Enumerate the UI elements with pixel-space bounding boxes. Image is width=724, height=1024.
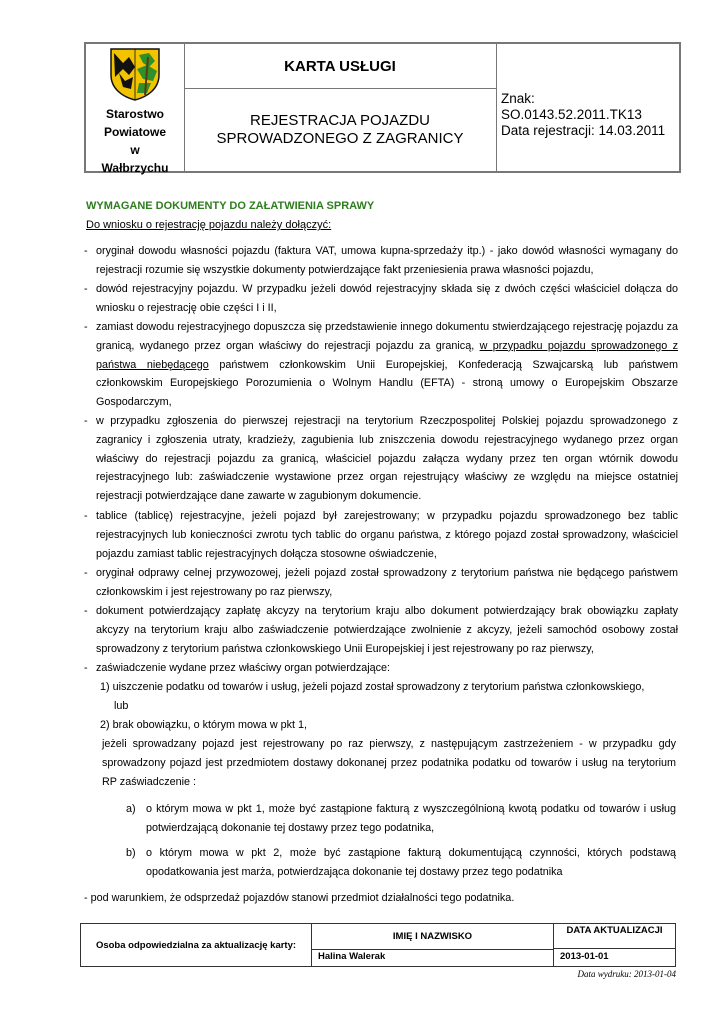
lettered-item: a) o którym mowa w pkt 1, może być zastąpione fakturą z wyszczególnioną kwotą podatku od towarów i usług potwierdzającą dokonanie tej dostawy przez tego podatnika, bbox=[126, 803, 676, 834]
name-header: IMIĘ I NAZWISKO bbox=[312, 924, 553, 950]
closing-note: - pod warunkiem, że odsprzedaż pojazdów stanowi przedmiot działalności tego podatnika. bbox=[84, 892, 515, 904]
name-column bbox=[312, 924, 554, 966]
list-item: - zamiast dowodu rejestracyjnego dopuszcza się przedstawienie innego dokumentu stwierdzającego rejestrację pojazdu za granicą, wydanego przez organ właściwy do rejestracji pojazdu za granicą, w przypadku pojazdu sprowadzonego z państwa niebędącego państwem członkowskim Unii Europejskiej, Konfederacją Szwajcarską lub państwem członkowskim Europejskiego Porozumienia o Wolnym Handlu (EFTA) - stroną umowy o Europejskim Obszarze Gospodarczym, bbox=[84, 321, 679, 409]
coat-of-arms-icon bbox=[109, 47, 161, 101]
responsible-name: Halina Walerak bbox=[318, 951, 386, 962]
document-sign: Znak: SO.0143.52.2011.TK13 bbox=[501, 91, 642, 122]
list-item: - dokument potwierdzający zapłatę akcyzy na terytorium kraju albo dokument potwierdzający brak obowiązku zapłaty akcyzy na terytorium kraju albo zaświadczenie potwierdzające zwolnienie z akcyzy, jeżeli samochód osobowy został sprowadzony z terytorium państwa członkowskiego Unii Europejskiej i jest rejestrowany po raz pierwszy, bbox=[84, 605, 678, 655]
section-title: WYMAGANE DOKUMENTY DO ZAŁATWIENIA SPRAWY bbox=[86, 200, 375, 212]
section-intro: Do wniosku o rejestrację pojazdu należy dołączyć: bbox=[86, 219, 332, 231]
print-date: Data wydruku: 2013-01-04 bbox=[577, 969, 676, 979]
responsible-label: Osoba odpowiedzialna za aktualizację karty: bbox=[81, 924, 312, 966]
document-title: KARTA USŁUGI bbox=[184, 44, 496, 89]
date-header: DATA AKTUALIZACJI bbox=[554, 924, 675, 949]
numbered-item-continuation: jeżeli sprowadzany pojazd jest rejestrowany po raz pierwszy, z następującym zastrzeżeniem - w przypadku gdy sprowadzony pojazd jest przedmiotem dostawy dokonanej przez podatnika podatku od towarów i usług na terytorium RP zaświadczenie : bbox=[102, 738, 676, 788]
lettered-item: b) o którym mowa w pkt 2, może być zastąpione fakturą dokumentującą czynności, których podstawą opodatkowania jest marża, potwierdzająca dokonanie tej dostawy przez tego podatnika bbox=[126, 847, 676, 878]
service-name: REJESTRACJA POJAZDU SPROWADZONEGO Z ZAGRANICY bbox=[216, 112, 464, 147]
date-column bbox=[554, 924, 675, 966]
office-cell bbox=[86, 44, 185, 175]
list-item: - w przypadku zgłoszenia do pierwszej rejestracji na terytorium Rzeczpospolitej Polskiej pojazdu sprowadzonego z zagranicy i zgłoszenia utraty, kradzieży, zagubienia lub zniszczenia dowodu rejestracyjnego wydanego przez organ właściwy do rejestracji pojazdu za granicą, właściciel pojazdu załącza wydany przez ten organ wtórnik dowodu rejestracyjnego lub: zaświadczenie wystawione przez organ rejestrujący właściwy ze względu na miejsce ostatniej rejestracji potwierdzające dane zawarte w zagubionym dokumencie. bbox=[84, 415, 678, 503]
responsibility-table bbox=[80, 923, 676, 967]
list-item: - oryginał odprawy celnej przywozowej, jeżeli pojazd został sprowadzony z terytorium państwa nie będącego państwem członkowskim i jest rejestrowany po raz pierwszy, bbox=[84, 567, 678, 598]
header-table bbox=[84, 42, 681, 173]
list-item: - zaświadczenie wydane przez właściwy organ potwierdzające: bbox=[84, 662, 391, 674]
numbered-item-tail: lub bbox=[114, 700, 129, 712]
registration-date: Data rejestracji: 14.03.2011 bbox=[501, 123, 666, 138]
registration-cell bbox=[497, 44, 679, 171]
numbered-item: 1) uiszczenie podatku od towarów i usług, jeżeli pojazd został sprowadzony z terytorium państwa członkowskiego, bbox=[100, 681, 645, 693]
list-item: - oryginał dowodu własności pojazdu (faktura VAT, umowa kupna-sprzedaży itp.) - jako dowód własności wymagany do rejestracji rozumie się wszystkie dokumenty potwierdzające fakt przeniesienia prawa własności pojazdu, bbox=[84, 245, 678, 276]
title-column bbox=[184, 44, 497, 171]
numbered-item: 2) brak obowiązku, o którym mowa w pkt 1, bbox=[100, 719, 308, 731]
list-item: - dowód rejestracyjny pojazdu. W przypadku jeżeli dowód rejestracyjny składa się z dwóch części właściciel dołącza do wniosku o rejestrację obie części I i II, bbox=[84, 283, 678, 314]
underlined-clause: w przypadku pojazdu sprowadzonego z państwa niebędącego bbox=[96, 339, 679, 371]
update-date: 2013-01-01 bbox=[560, 951, 609, 962]
office-name: Starostwo Powiatowe w Wałbrzychu bbox=[101, 107, 169, 175]
list-item: - tablice (tablicę) rejestracyjne, jeżeli pojazd był zarejestrowany; w przypadku pojazdu sprowadzonego bez tablic rejestracyjnych lub konieczności zwrotu tych tablic do organu państwa, z którego pojazd został sprowadzony, właściciel pojazdu zamiast tablic rejestracyjnych dołącza stosowne oświadczenie, bbox=[84, 510, 678, 560]
